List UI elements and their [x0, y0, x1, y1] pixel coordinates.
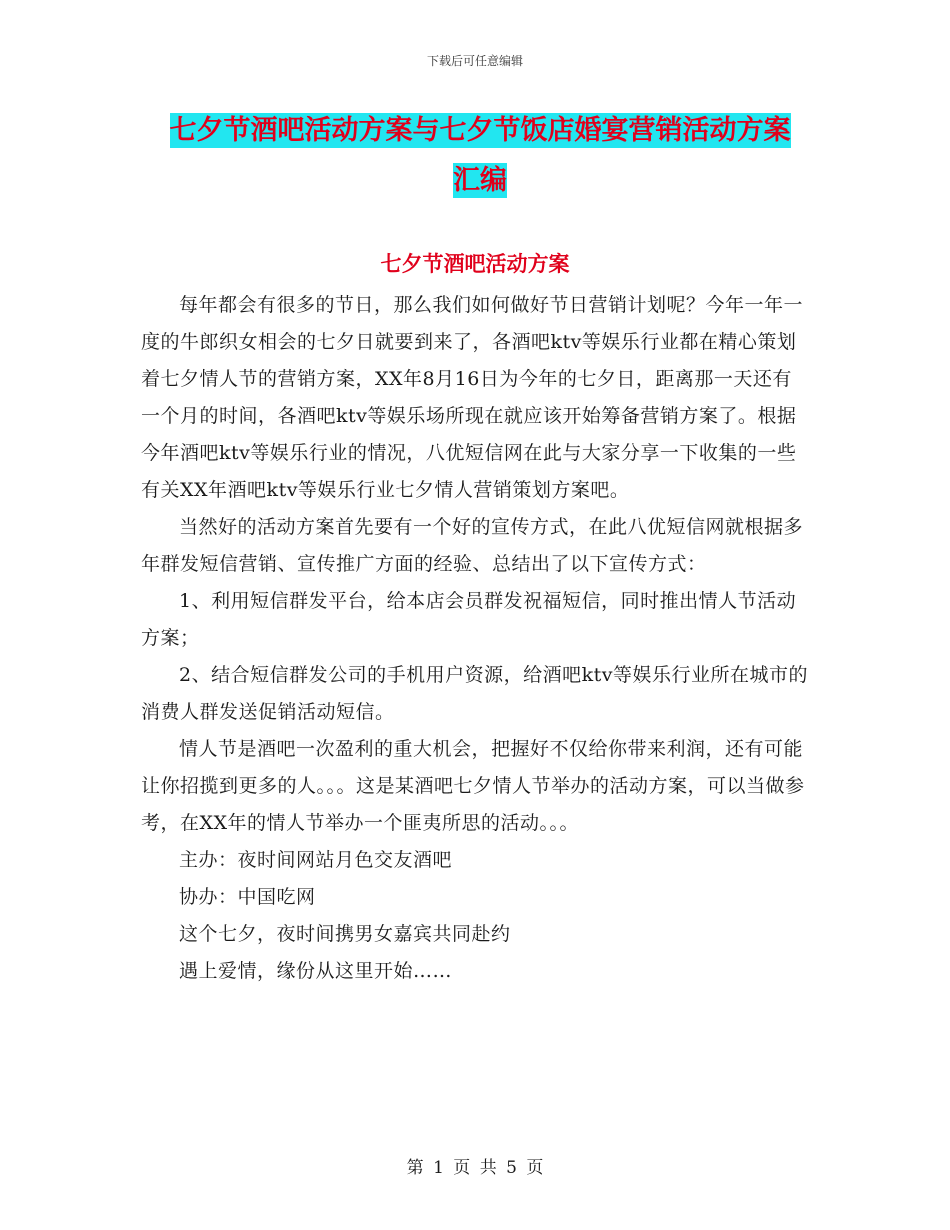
paragraph: 每年都会有很多的节日，那么我们如何做好节日营销计划呢？今年一年一度的牛郎织女相会的七夕日就要到来了，各酒吧ktv等娱乐行业都在精心策划着七夕情人节的营销方案，XX年8月16日为今年的七夕日，距离那一天还有一个月的时间，各酒吧ktv等娱乐场所现在就应该开始筹备营销方案了。根据今年酒吧ktv等娱乐行业的情况，八优短信网在此与大家分享一下收集的一些有关XX年酒吧ktv等娱乐行业七夕情人营销策划方案吧。 — [141, 294, 804, 501]
paragraph: 这个七夕，夜时间携男女嘉宾共同赴约 — [179, 923, 511, 945]
paragraph: 情人节是酒吧一次盈利的重大机会，把握好不仅给你带来利润，还有可能让你招揽到更多的人。。。这是某酒吧七夕情人节举办的活动方案，可以当做参考，在XX年的情人节举办一个匪夷所思的活动。。。 — [141, 738, 805, 834]
title-line-1: 七夕节酒吧活动方案与七夕节饭店婚宴营销活动方案 — [169, 115, 791, 146]
page-number: 第 1 页 共 5 页 — [406, 1158, 544, 1178]
document-body — [141, 287, 809, 990]
paragraph: 1、利用短信群发平台，给本店会员群发祝福短信，同时推出情人节活动方案； — [141, 590, 797, 649]
paragraph: 协办：中国吃网 — [179, 886, 316, 908]
paragraph: 遇上爱情，缘份从这里开始…… — [179, 960, 453, 982]
header-note: 下载后可任意编辑 — [426, 54, 523, 68]
paragraph: 2、结合短信群发公司的手机用户资源，给酒吧ktv等娱乐行业所在城市的消费人群发送促销活动短信。 — [141, 664, 808, 723]
document-title — [140, 106, 820, 206]
title-line-2: 汇编 — [453, 165, 507, 196]
section-title: 七夕节酒吧活动方案 — [380, 252, 570, 276]
paragraph: 当然好的活动方案首先要有一个好的宣传方式，在此八优短信网就根据多年群发短信营销、宣传推广方面的经验、总结出了以下宣传方式： — [141, 516, 804, 575]
paragraph: 主办：夜时间网站月色交友酒吧 — [179, 849, 453, 871]
